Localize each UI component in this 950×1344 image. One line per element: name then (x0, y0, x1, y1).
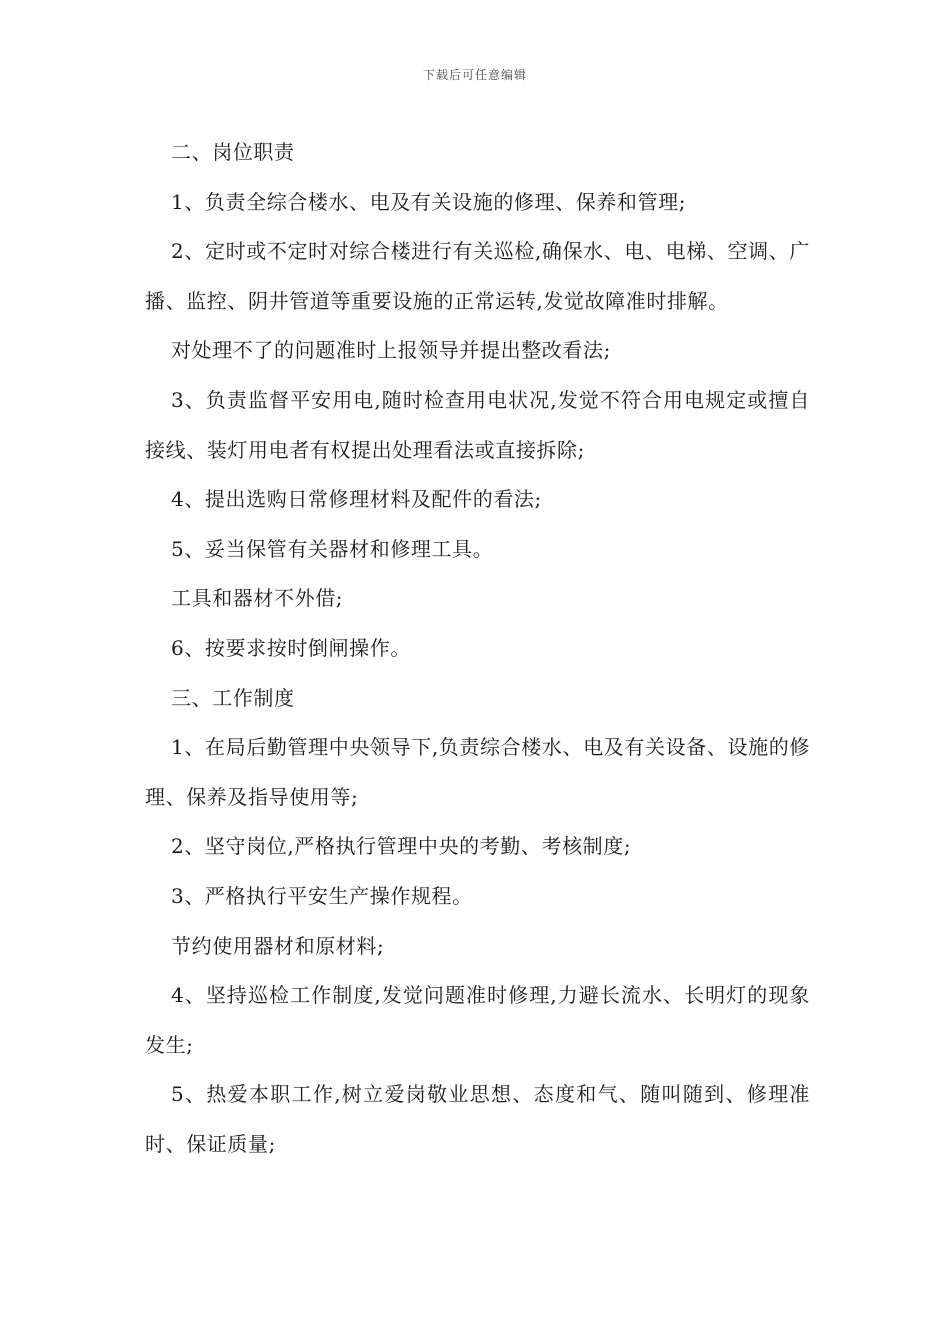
paragraph: 6、按要求按时倒闸操作。 (171, 635, 411, 660)
paragraph: 5、热爱本职工作,树立爱岗敬业思想、态度和气、随叫随到、修理准时、保证质量; (145, 1082, 810, 1156)
paragraph: 工具和器材不外借; (171, 586, 344, 611)
document-body (145, 128, 810, 1169)
page-header: 下载后可任意编辑 (422, 68, 527, 82)
paragraph: 3、负责监督平安用电,随时检查用电状况,发觉不符合用电规定或擅自接线、装灯用电者有权提出处理看法或直接拆除; (145, 387, 810, 462)
section-heading-work-rules: 三、工作制度 (171, 685, 295, 710)
paragraph: 4、坚持巡检工作制度,发觉问题准时修理,力避长流水、长明灯的现象发生; (145, 983, 810, 1057)
paragraph: 2、定时或不定时对综合楼进行有关巡检,确保水、电、电梯、空调、广播、监控、阴井管道等重要设施的正常运转,发觉故障准时排解。 (145, 239, 810, 313)
paragraph: 2、坚守岗位,严格执行管理中央的考勤、考核制度; (171, 834, 632, 859)
paragraph: 节约使用器材和原材料; (171, 933, 385, 958)
paragraph: 3、严格执行平安生产操作规程。 (171, 883, 473, 908)
section-heading-duties: 二、岗位职责 (171, 140, 295, 164)
paragraph: 1、在局后勤管理中央领导下,负责综合楼水、电及有关设备、设施的修理、保养及指导使用等; (145, 735, 810, 809)
paragraph: 对处理不了的问题准时上报领导并提出整改看法; (171, 338, 611, 363)
paragraph: 5、妥当保管有关器材和修理工具。 (171, 536, 494, 561)
paragraph: 1、负责全综合楼水、电及有关设施的修理、保养和管理; (171, 189, 687, 214)
paragraph: 4、提出选购日常修理材料及配件的看法; (171, 487, 542, 512)
